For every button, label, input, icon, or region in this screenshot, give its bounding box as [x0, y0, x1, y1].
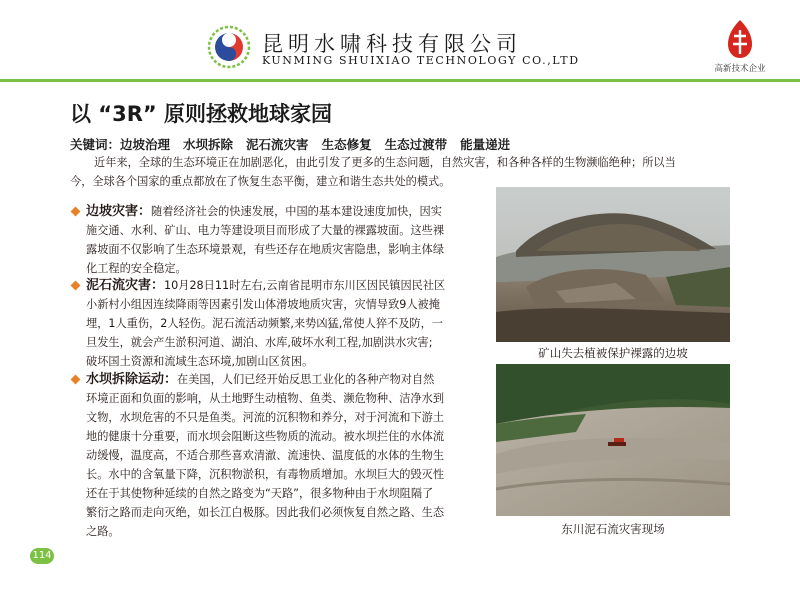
keyword: 生态过渡带 [384, 137, 448, 152]
intro-line: 今，全球各个国家的重点都放在了恢复生态平衡，建立和谐生态共处的模式。 [70, 175, 451, 188]
keywords-line [70, 135, 523, 153]
section-line: 地的健康十分重要，而水坝会阻断这些物质的流动。被水坝拦住的水体流 [86, 430, 445, 443]
section-line: 10月28日11时左右,云南省昆明市东川区因民镇因民社区 [164, 279, 446, 292]
section-line: 还在于其使物种延续的自然之路变为“天路”，很多物种由于水坝阻隔了 [86, 487, 434, 500]
hitech-enterprise-label: 高新技术企业 [714, 64, 766, 74]
page-number-badge: 114 [30, 548, 54, 564]
keyword: 边坡治理 [120, 137, 171, 152]
photo-caption: 东川泥石流灾害现场 [561, 522, 665, 536]
section-line: 化工程的安全稳定。 [86, 262, 187, 275]
section-dam-removal [70, 370, 482, 541]
section-heading: 水坝拆除运动： [86, 372, 178, 387]
photo-caption: 矿山失去植被保护裸露的边坡 [538, 346, 688, 360]
section-line: 环境正面和负面的影响，从土地野生动植物、鱼类、濒危物种、洁净水到 [86, 392, 445, 405]
section-debris-flow [70, 276, 482, 371]
photo-debris-flow [496, 364, 730, 516]
header-divider [0, 79, 800, 82]
keyword: 泥石流灾害 [246, 137, 309, 152]
photo-bare-slope [496, 187, 730, 342]
article-title: 以 “3R” 原则拯救地球家园 [70, 102, 333, 126]
section-heading: 泥石流灾害： [86, 278, 165, 293]
hitech-enterprise-logo-icon [722, 18, 758, 60]
intro-line: 近年来，全球的生态环境正在加剧恶化，由此引发了更多的生态问题，自然灾害，和各种各样的生物濒临绝种；所以当 [94, 156, 676, 169]
section-line: 之路。 [86, 525, 120, 538]
section-line: 文物，水坝危害的不只是鱼类。河流的沉积物和养分，对于河流和下游土 [86, 411, 445, 424]
section-line: 埋，1人重伤，2人轻伤。泥石流活动频繁,来势凶猛,常使人猝不及防，一 [86, 317, 443, 330]
section-line: 露坡面不仅影响了生态环境景观，有些还存在地质灾害隐患，影响主体绿 [86, 243, 445, 256]
company-logo-icon [204, 24, 254, 70]
keyword: 生态修复 [321, 137, 372, 152]
section-line: 施交通、水利、矿山、电力等建设项目而形成了大量的裸露坡面。这些裸 [86, 224, 445, 237]
section-line: 破坏国土资源和流域生态环境,加剧山区贫困。 [86, 355, 314, 368]
section-line: 动缓慢，温度高，不适合那些喜欢清澈、流速快、温度低的水体的生物生 [86, 449, 445, 462]
section-line: 旦发生，就会产生淤积河道、湖泊、水库,破坏水利工程,加剧洪水灾害; [86, 336, 433, 349]
keyword: 水坝拆除 [183, 137, 234, 152]
company-name-en: KUNMING SHUIXIAO TECHNOLOGY CO.,LTD [262, 54, 580, 67]
section-line: 随着经济社会的快速发展，中国的基本建设速度加快，因实 [151, 205, 442, 218]
company-name-cn: 昆明水啸科技有限公司 [262, 32, 522, 56]
section-line: 小新村小组因连续降雨等因素引发山体滑坡地质灾害，灾情导致9人被掩 [86, 298, 440, 311]
section-heading: 边坡灾害： [86, 204, 152, 219]
section-line: 在美国，人们已经开始反思工业化的各种产物对自然 [177, 373, 435, 386]
section-slope-disaster [70, 202, 482, 278]
section-line: 繁衍之路而走向灭绝，如长江白极豚。因此我们必须恢复自然之路、生态 [86, 506, 445, 519]
section-line: 长。水中的含氧量下降，沉积物淤积，有毒物质增加。水坝巨大的毁灭性 [86, 468, 445, 481]
keyword: 能量递进 [460, 137, 511, 152]
keywords-label: 关键词： [70, 137, 121, 152]
